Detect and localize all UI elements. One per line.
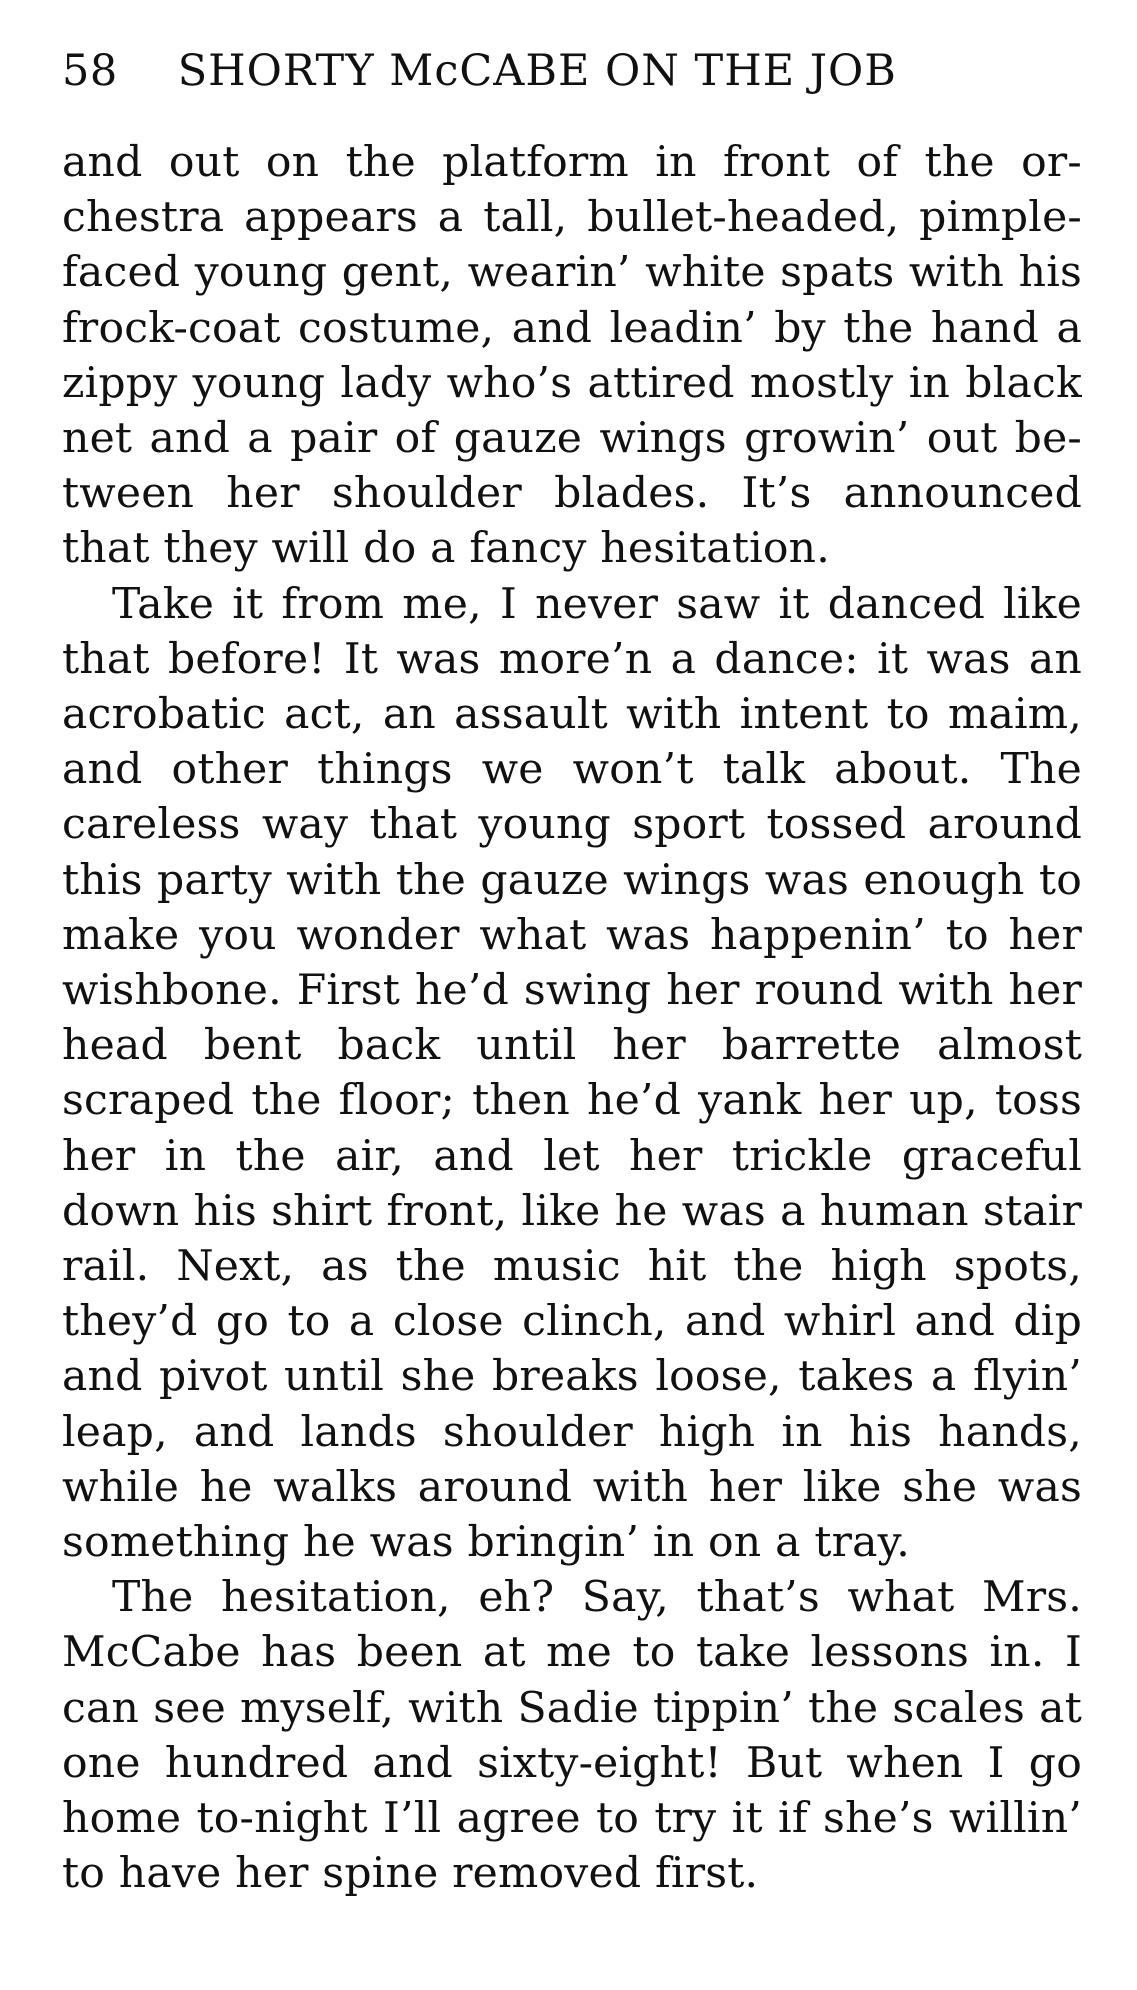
paragraph-continuation: and out on the platform in front of the or- chestra appears a tall, bullet-headed, pimple- faced young gent, wearin’ white spats with his frock-coat costume, and leadin’ by the hand a zippy young lady who’s attired mostly in black net and a pair of gauze wings growin’ out be- tween her shoulder blades. It’s announced that they will do a fancy hesitation.: [62, 138, 1082, 574]
running-head: [62, 46, 1082, 96]
running-title: SHORTY McCABE ON THE JOB: [177, 46, 897, 96]
page-number: 58: [62, 46, 118, 96]
book-page: [62, 46, 1082, 1902]
paragraph-hesitation: The hesitation, eh? Say, that’s what Mrs. McCabe has been at me to take lessons in. I can see myself, with Sadie tippin’ the scales at one hundred and sixty-eight! But when I go home to-night I’ll agree to try it if she’s willin’ to have her spine removed first.: [62, 1573, 1082, 1899]
paragraph-dance-description: Take it from me, I never saw it danced like that before! It was more’n a dance: it was an acrobatic act, an assault with intent to maim, and other things we won’t talk about. The careless way that young sport tossed around this party with the gauze wings was enough to make you wonder what was happenin’ to her wishbone. First he’d swing her round with her head bent back until her barrette almost scraped the floor; then he’d yank her up, toss her in the air, and let her trickle graceful down his shirt front, like he was a human stair rail. Next, as the music hit the high spots, they’d go to a close clinch, and whirl and dip and pivot until she breaks loose, takes a flyin’ leap, and lands shoulder high in his hands, while he walks around with her like she was something he was bringin’ in on a tray.: [62, 579, 1082, 1568]
